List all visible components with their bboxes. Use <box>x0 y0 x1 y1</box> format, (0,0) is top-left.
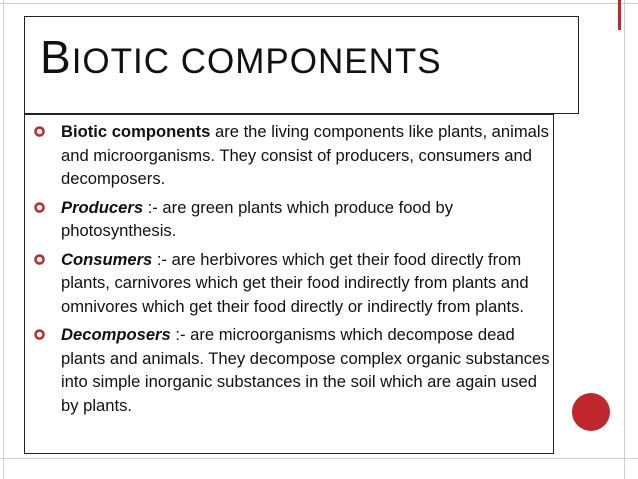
bullet-item-producers <box>34 196 554 243</box>
bullet-text: are the living components like plants, animals and microorganisms. They consist of producers, consumers and decomposers. <box>61 122 549 188</box>
bullet-list <box>34 120 554 422</box>
bullet-item-consumers <box>34 248 554 319</box>
title-rest: IOTIC COMPONENTS <box>71 42 442 81</box>
red-accent-bar <box>618 0 621 30</box>
bullet-lead: Producers <box>61 197 144 217</box>
slide-right-border <box>624 0 625 479</box>
title-first-letter: B <box>40 31 72 83</box>
hollow-circle-bullet-icon <box>34 202 45 213</box>
slide-left-border <box>3 0 4 479</box>
hollow-circle-bullet-icon <box>34 126 45 137</box>
slide-title <box>40 30 442 84</box>
bullet-text: :- are microorganisms which decompose dead plants and animals. They decompose complex organic substances into simple inorganic substances in the soil which are again used by plants. <box>61 325 550 415</box>
bullet-item-decomposers <box>34 323 554 417</box>
slide-bottom-border <box>0 458 638 459</box>
bullet-lead: Decomposers <box>61 325 171 344</box>
hollow-circle-bullet-icon <box>34 329 45 340</box>
red-circle-decoration <box>572 393 610 431</box>
bullet-text: :- are herbivores which get their food directly from plants, carnivores which get their food indirectly from plants and omnivores which get their food directly or indirectly from plants. <box>61 249 529 316</box>
bullet-text: :- are green plants which produce food by photosynthesis. <box>61 197 454 240</box>
bullet-lead: Biotic components <box>61 122 211 141</box>
slide-top-border <box>0 3 638 4</box>
bullet-item-biotic-components <box>34 120 554 191</box>
bullet-lead: Consumers <box>61 249 153 269</box>
hollow-circle-bullet-icon <box>34 254 45 265</box>
